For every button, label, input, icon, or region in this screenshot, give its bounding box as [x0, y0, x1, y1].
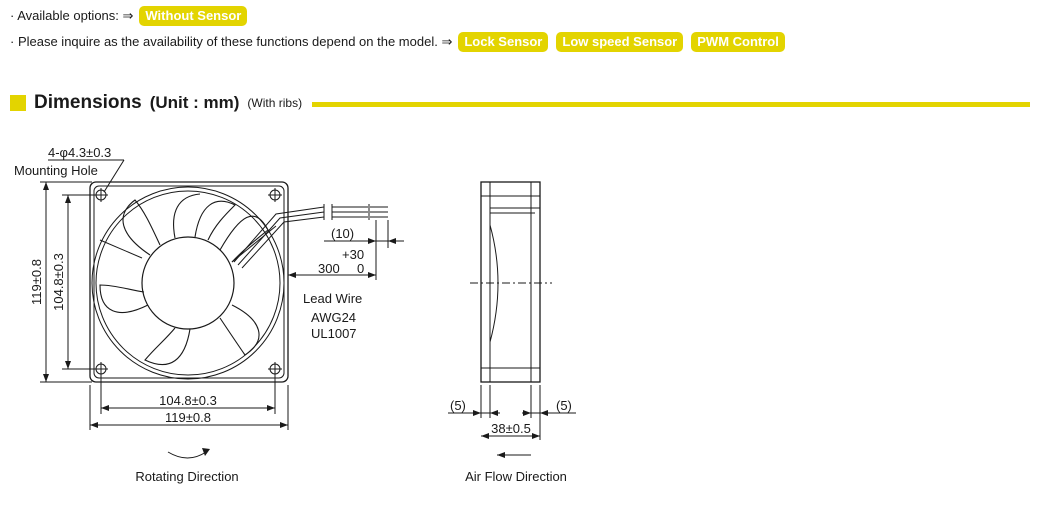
tolerance-minus-label: 0 — [357, 261, 365, 276]
inquire-options-label: · Please inquire as the availability of these functions depend on the model. ⇒ — [10, 34, 453, 49]
badge-low-speed-sensor: Low speed Sensor — [556, 32, 683, 52]
fan-blades-icon — [100, 194, 268, 365]
inner-vertical-dimension: 104.8±0.3 — [51, 253, 66, 311]
section-unit: (Unit : mm) — [149, 93, 240, 112]
strip-length-label: (10) — [331, 226, 355, 241]
rotating-direction-label: Rotating Direction — [135, 469, 239, 484]
section-title: Dimensions — [34, 92, 142, 113]
inner-horizontal-dimension: 104.8±0.3 — [159, 393, 217, 408]
available-options-label: · Available options: ⇒ — [10, 8, 134, 23]
wire-length-label: 300 — [318, 261, 340, 276]
left-rib-dimension: (5) — [450, 398, 466, 413]
fan-front-view — [90, 182, 288, 382]
rotation-arrow-icon — [168, 452, 206, 458]
badge-pwm-control: PWM Control — [691, 32, 785, 52]
outer-horizontal-dimension: 119±0.8 — [165, 410, 211, 425]
lead-wire-gauge: AWG24 — [311, 310, 357, 325]
lead-wire-standard: UL1007 — [311, 326, 357, 341]
thickness-dimension: 38±0.5 — [491, 421, 531, 436]
fan-side-view — [470, 182, 552, 382]
section-note: (With ribs) — [247, 96, 303, 110]
hole-spec-label: 4-φ4.3±0.3 — [48, 145, 112, 160]
lead-wire-title: Lead Wire — [303, 291, 363, 306]
badge-lock-sensor: Lock Sensor — [458, 32, 548, 52]
mounting-hole-label: Mounting Hole — [14, 163, 98, 178]
badge-without-sensor: Without Sensor — [139, 6, 247, 26]
arrowheads — [43, 182, 548, 458]
air-flow-direction-label: Air Flow Direction — [465, 469, 567, 484]
tolerance-plus-label: +30 — [342, 247, 365, 262]
right-rib-dimension: (5) — [556, 398, 572, 413]
lead-wire — [234, 204, 388, 268]
outer-vertical-dimension: 119±0.8 — [29, 259, 44, 305]
